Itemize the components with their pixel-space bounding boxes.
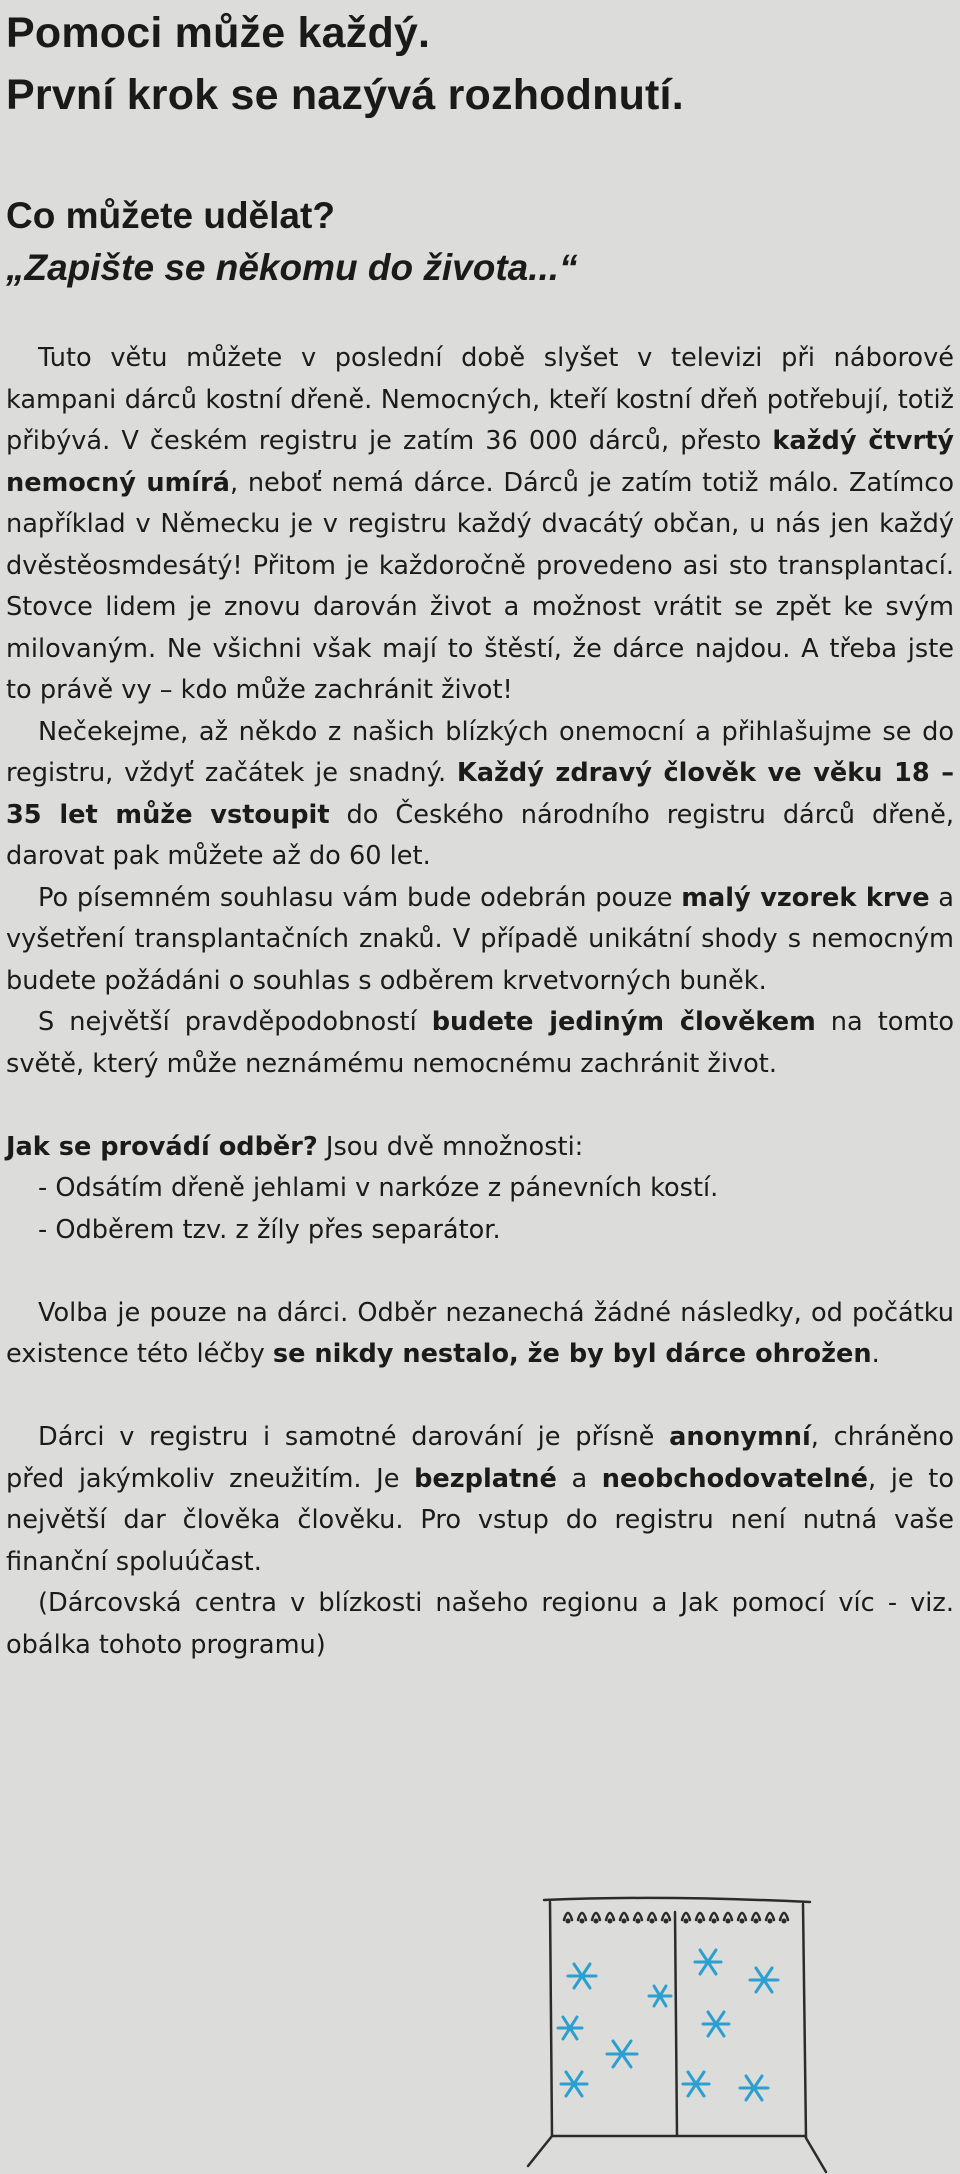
text-run: Tuto větu můžete v poslední době slyšet v televizi při náborové kampani dárců kostní dřeně. Nemocných, kteří kostní dřeň potřebují, totiž přibývá. V českém registru je zatím 36 000 dárců, přesto bbox=[6, 343, 954, 456]
list-item: - Odběrem tzv. z žíly přes separátor. bbox=[38, 1214, 501, 1245]
emphasis: se nikdy nestalo, že by byl dárce ohrožen bbox=[272, 1339, 872, 1369]
text-run: Jsou dvě množnosti: bbox=[317, 1131, 584, 1162]
question-line-2: „Zapište se někomu do života...“ bbox=[6, 247, 578, 288]
snowflake-icon bbox=[568, 1964, 596, 1988]
emphasis: každý čtvrtý nemocný umírá bbox=[6, 426, 954, 498]
text-run: , je to největší dar člověka člověku. Pro vstup do registru není nutná vaše finanční spoluúčast. bbox=[6, 1463, 954, 1577]
snowflake-icon bbox=[703, 2012, 729, 2036]
paragraph-method bbox=[6, 1127, 954, 1169]
spacer bbox=[6, 1376, 954, 1418]
text-run: na tomto světě, který může neznámému nemocnému zachránit život. bbox=[6, 1007, 955, 1079]
curtain-rod bbox=[544, 1898, 810, 1902]
emphasis: Každý zdravý člověk ve věku 18 – 35 let může vstoupit bbox=[6, 758, 954, 830]
paragraph-anonymity bbox=[6, 1417, 954, 1583]
paragraph-only-one bbox=[6, 1002, 954, 1085]
headline-line-2: První krok se nazývá rozhodnutí. bbox=[6, 71, 684, 119]
paragraph-sample bbox=[6, 878, 954, 1003]
window-frame bbox=[550, 1902, 806, 2138]
emphasis: malý vzorek krve bbox=[681, 882, 930, 913]
snowflake-icon bbox=[649, 1986, 671, 2006]
list-item: - Odsátím dřeně jehlami v narkóze z pánevních kostí. bbox=[38, 1173, 719, 1203]
paragraph-centers-note bbox=[6, 1583, 954, 1666]
text-run: , chráněno před jakýmkoliv zneužitím. Je bbox=[6, 1422, 954, 1494]
emphasis: Jak se provádí odběr? bbox=[6, 1131, 318, 1162]
emphasis: bezplatné bbox=[414, 1463, 557, 1494]
window-snowflake-drawing bbox=[520, 1888, 840, 2174]
snowflake-icon bbox=[558, 2017, 582, 2039]
emphasis: neobchodovatelné bbox=[601, 1463, 869, 1494]
section-question bbox=[6, 190, 578, 294]
text-run: Dárci v registru i samotné darování je přísně bbox=[38, 1422, 670, 1452]
snowflake-icon bbox=[683, 2072, 709, 2096]
text-run: do Českého národního registru dárců dřeně, darovat pak můžete až do 60 let. bbox=[6, 799, 954, 871]
window-sill bbox=[528, 2136, 826, 2172]
text-run: Volba je pouze na dárci. Odběr nezanechá žádné následky, od počátku existence této léčby bbox=[6, 1297, 954, 1369]
snowflake-icon bbox=[750, 1968, 778, 1992]
text-run: . bbox=[871, 1339, 880, 1369]
text-run: a bbox=[556, 1463, 602, 1494]
text-run: (Dárcovská centra v blízkosti našeho regionu a Jak pomocí víc - viz. obálka tohoto programu) bbox=[6, 1588, 954, 1660]
text-run: a vyšetření transplantačních znaků. V případě unikátní shody s nemocným budete požádáni o souhlas s odběrem krvetvorných buněk. bbox=[6, 882, 954, 996]
text-run: S největší pravděpodobností bbox=[38, 1007, 432, 1037]
text-run: Nečekejme, až někdo z našich blízkých onemocní a přihlašujme se do registru, vždyť začátek je snadný. bbox=[6, 716, 954, 788]
question-line-1: Co můžete udělat? bbox=[6, 195, 335, 236]
snowflakes bbox=[558, 1950, 778, 2100]
snowflake-icon bbox=[695, 1950, 721, 1974]
emphasis: anonymní bbox=[669, 1422, 811, 1452]
snowflake-icon bbox=[607, 2041, 637, 2067]
snowflake-icon bbox=[561, 2072, 587, 2096]
spacer bbox=[6, 1251, 954, 1293]
paragraph-choice bbox=[6, 1293, 954, 1376]
text-run: , neboť nemá dárce. Dárců je zatím totiž málo. Zatímco například v Německu je v registru každý dvacátý občan, u nás jen každý dvěstěosmdesátý! Přitom je každoročně provedeno asi sto transplantací. Stovce lidem je znovu darován život a možnost vrátit se zpět ke svým milovaným. Ne všichni však mají to štěstí, že dárce najdou. A třeba jste to právě vy – kdo může zachránit život! bbox=[6, 467, 954, 705]
paragraph-intro bbox=[6, 338, 954, 712]
method-list bbox=[6, 1168, 954, 1251]
emphasis: budete jediným člověkem bbox=[431, 1007, 816, 1037]
headline bbox=[6, 2, 684, 126]
headline-line-1: Pomoci může každý. bbox=[6, 9, 431, 57]
paragraph-registration bbox=[6, 712, 954, 878]
article-body bbox=[6, 338, 954, 1666]
spacer bbox=[6, 1085, 954, 1127]
text-run: Po písemném souhlasu vám bude odebrán pouze bbox=[38, 882, 682, 913]
snowflake-icon bbox=[740, 2076, 768, 2100]
